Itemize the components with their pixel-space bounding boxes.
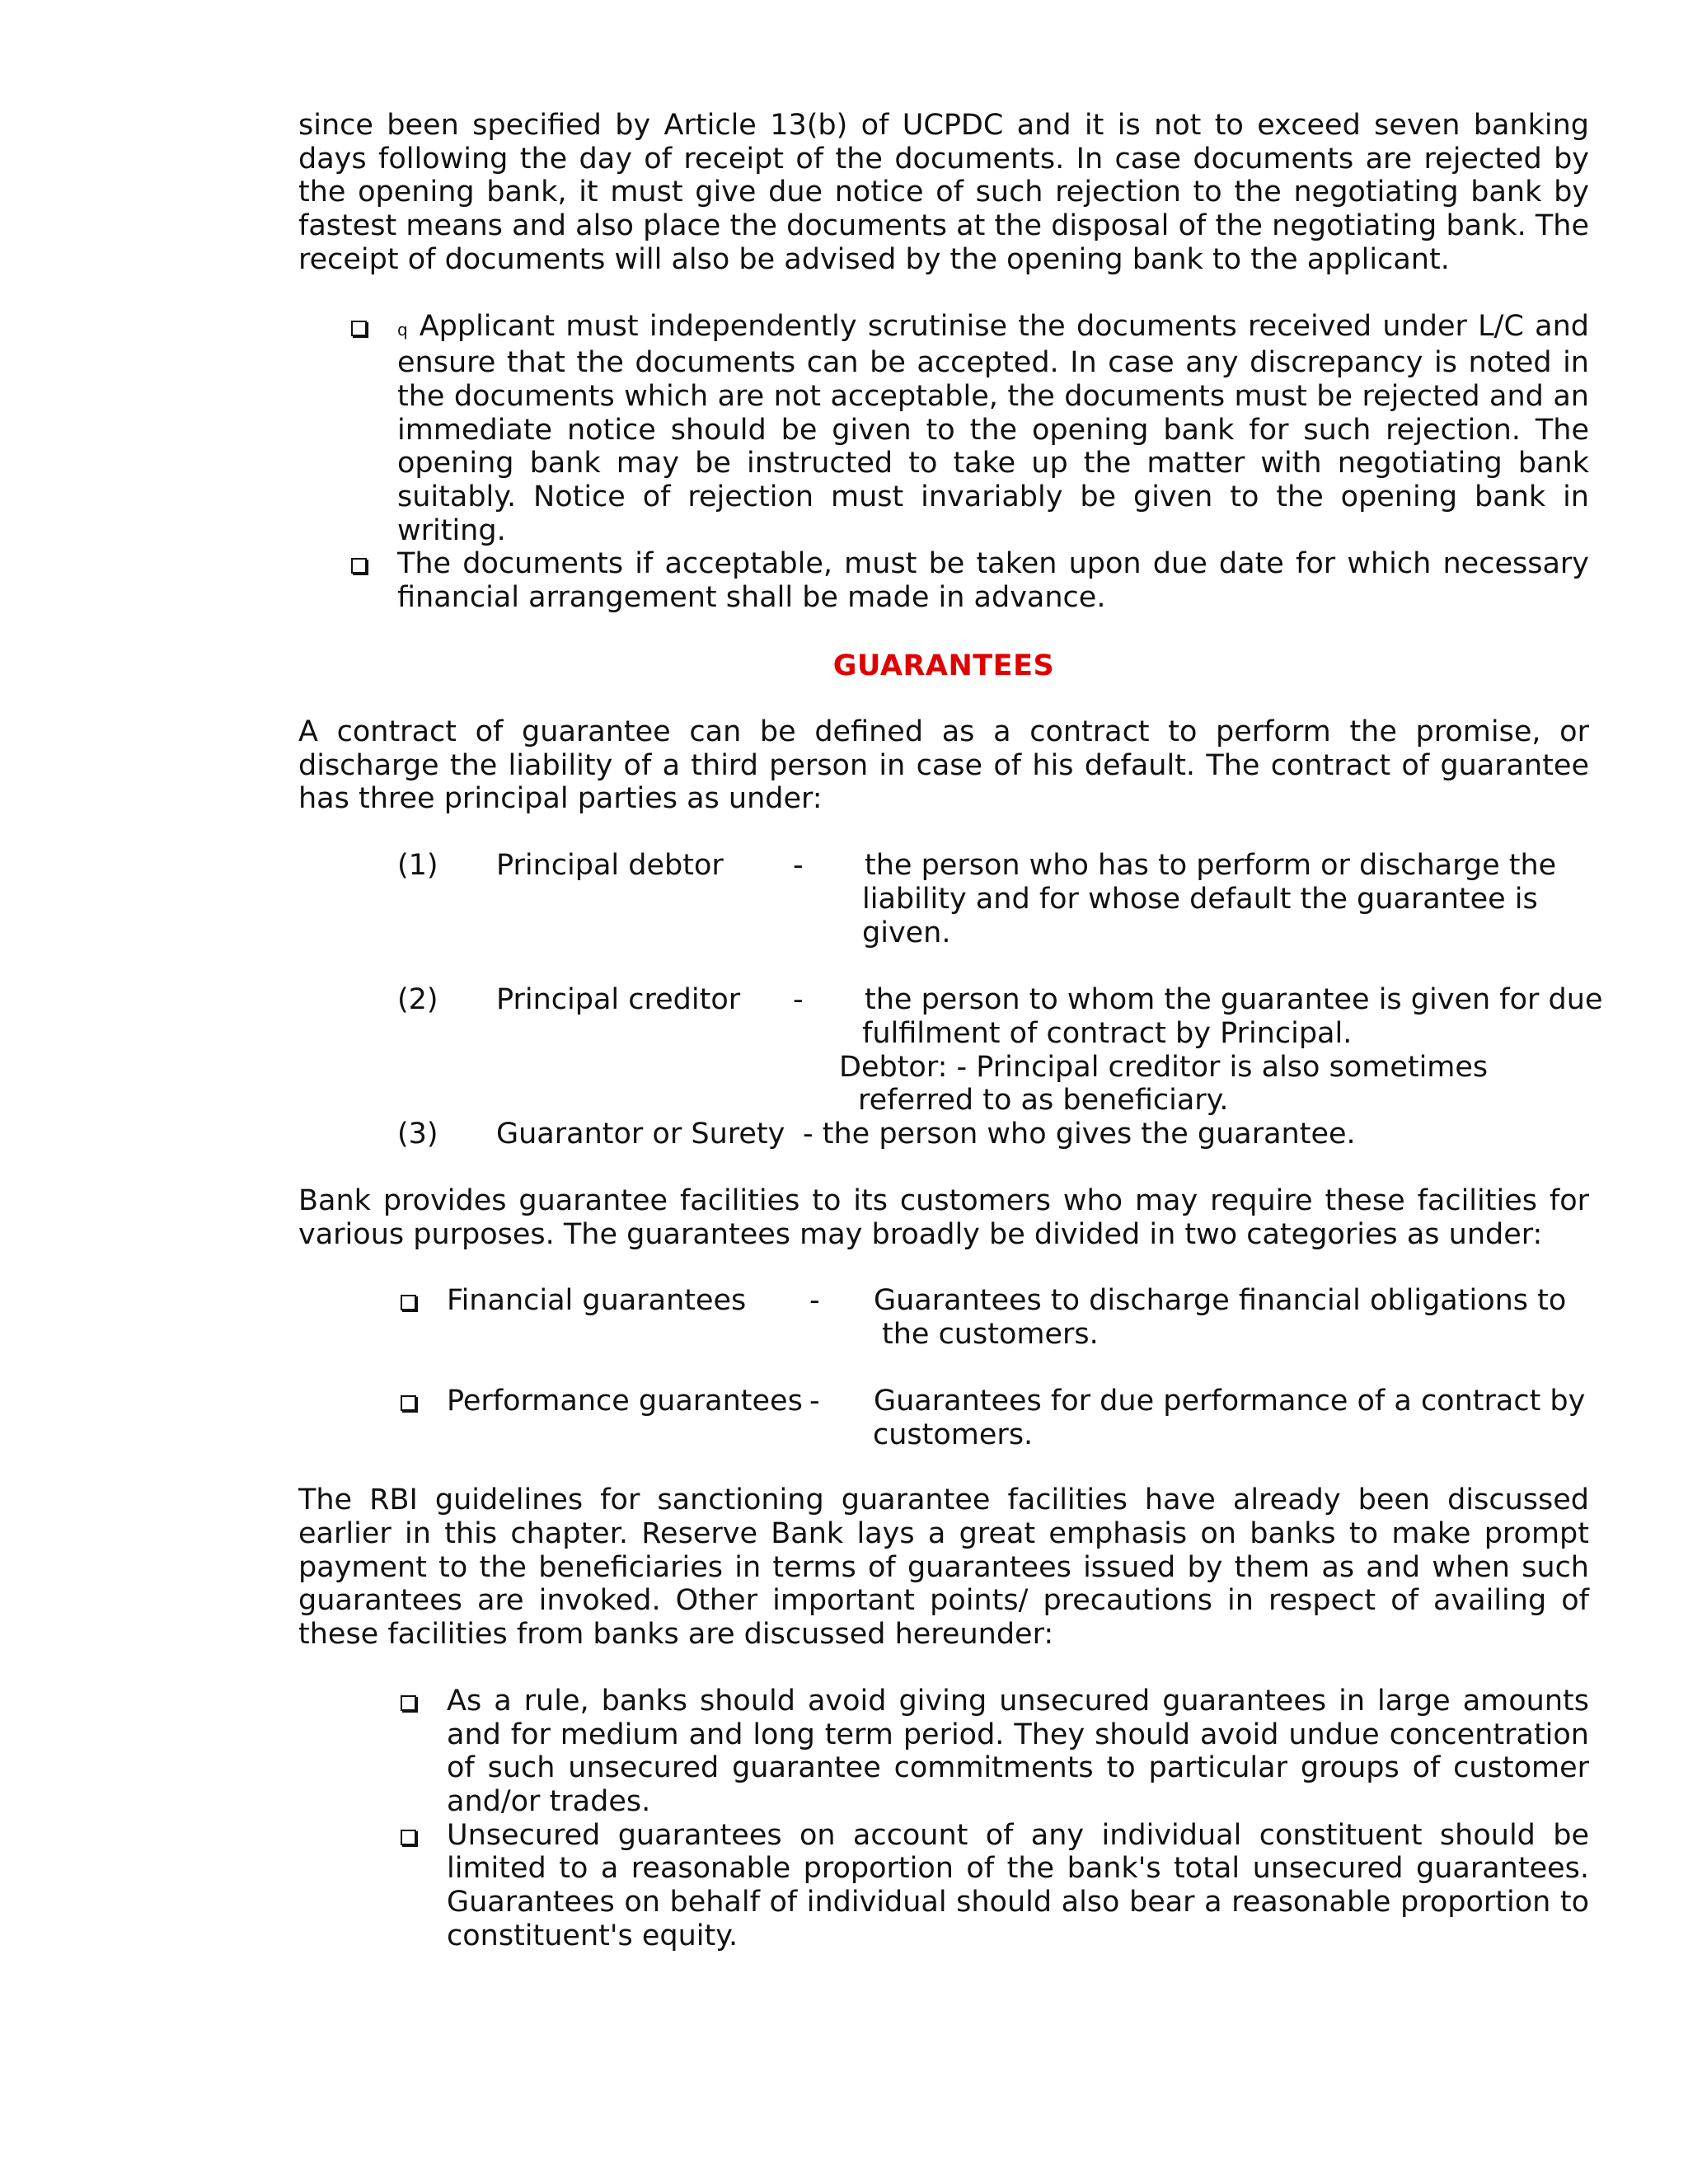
bullet-prefix: q (397, 319, 408, 340)
bullet-text: The documents if acceptable, must be taken upon due date for which necessary financial arrangement shall be made in advance. (397, 547, 1589, 615)
facilities-paragraph: Bank provides guarantee facilities to its customers who may require these facilities for various purposes. The guarantees may broadly be divided in two categories as under: (298, 1183, 1589, 1251)
checkbox-bullet-icon (401, 1295, 416, 1310)
category-dash: - (809, 1385, 820, 1418)
rbi-paragraph: The RBI guidelines for sanctioning guarantee facilities have already been discussed earlier in this chapter. Reserve Bank lays a great emphasis on banks to make prompt payment to the beneficiaries in terms of guarantees issued by them as and when such guarantees are invoked. Other important points/ precautions in respect of availing of these facilities from banks are discussed hereunder: (298, 1483, 1589, 1652)
category-row (298, 1385, 1589, 1452)
intro-paragraph: since been specified by Article 13(b) of UCPDC and it is not to exceed seven banking days following the day of receipt of the documents. In case documents are rejected by the opening bank, it must give due notice of such rejection to the negotiating bank by fastest means and also place the documents at the disposal of the negotiating bank. The receipt of documents will also be advised by the opening bank to the applicant. (298, 109, 1589, 276)
document-page (298, 109, 1603, 1953)
party-dash: - (793, 848, 804, 882)
party-description-line: Debtor: - Principal creditor is also sometimes (839, 1050, 1489, 1084)
party-description-line: liability and for whose default the guarantee is (862, 882, 1538, 916)
party-description-line: referred to as beneficiary. (858, 1083, 1229, 1117)
precautions-bullet-list (447, 1685, 1589, 1953)
bullet-text: As a rule, banks should avoid giving unsecured guarantees in large amounts and for medium and long term period. They should avoid undue concentration of such unsecured guarantee commitments to particular groups of customer and/or trades. (447, 1684, 1589, 1818)
party-row (298, 982, 1603, 1118)
category-dash: - (809, 1284, 820, 1318)
bullet-item (447, 1819, 1589, 1953)
parties-list (298, 848, 1603, 1151)
checkbox-bullet-icon (401, 1695, 416, 1711)
party-description-line: fulfilment of contract by Principal. (862, 1016, 1353, 1050)
party-row (298, 1118, 1589, 1151)
checkbox-bullet-icon (351, 321, 367, 336)
party-number: (3) (397, 1117, 438, 1151)
party-name: Principal debtor (496, 848, 724, 882)
bullet-item (447, 1685, 1589, 1819)
checkbox-bullet-icon (351, 558, 367, 574)
category-description-line: Guarantees to discharge financial obligations to (874, 1284, 1567, 1318)
section-heading: GUARANTEES (832, 649, 1055, 682)
categories-list (298, 1284, 1589, 1452)
category-description-line: the customers. (882, 1318, 1099, 1352)
checkbox-bullet-icon (401, 1830, 416, 1845)
party-name: Guarantor or Surety (496, 1117, 785, 1151)
checkbox-bullet-icon (401, 1395, 416, 1411)
category-description-line: Guarantees for due performance of a contract by (874, 1385, 1586, 1418)
party-number: (2) (397, 982, 438, 1016)
party-number: (1) (397, 848, 438, 882)
category-name: Performance guarantees (447, 1385, 803, 1418)
party-description-line: the person who has to perform or discharge the (865, 848, 1557, 882)
category-name: Financial guarantees (447, 1284, 747, 1318)
party-row (298, 849, 1589, 983)
party-description-line: given. (862, 916, 951, 949)
bullet-text: Applicant must independently scrutinise the documents received under L/C and ensure that the documents can be accepted. In case any discrepancy is noted in the documents which are not acceptable, the documents must be rejected and an immediate notice should be given to the opening bank for such rejection. The opening bank may be instructed to take up the matter with negotiating bank suitably. Notice of rejection must invariably be given to the opening bank in writing. (397, 309, 1589, 547)
party-description-line: the person to whom the guarantee is given for due (865, 982, 1603, 1016)
party-dash: - (793, 982, 804, 1016)
applicant-bullet-list (397, 310, 1589, 615)
category-row (298, 1284, 1589, 1385)
bullet-item (397, 547, 1589, 614)
party-description-line: - the person who gives the guarantee. (803, 1117, 1356, 1151)
category-description-line: customers. (873, 1418, 1034, 1452)
guarantee-definition: A contract of guarantee can be defined as a contract to perform the promise, or discharge the liability of a third person in case of his default. The contract of guarantee has three principal parties as under: (298, 715, 1589, 816)
party-name: Principal creditor (496, 982, 741, 1016)
bullet-item (397, 310, 1589, 548)
bullet-text: Unsecured guarantees on account of any individual constituent should be limited to a reasonable proportion of the bank's total unsecured guarantees. Guarantees on behalf of individual should also bear a reasonable proportion to constituent's equity. (447, 1818, 1589, 1952)
